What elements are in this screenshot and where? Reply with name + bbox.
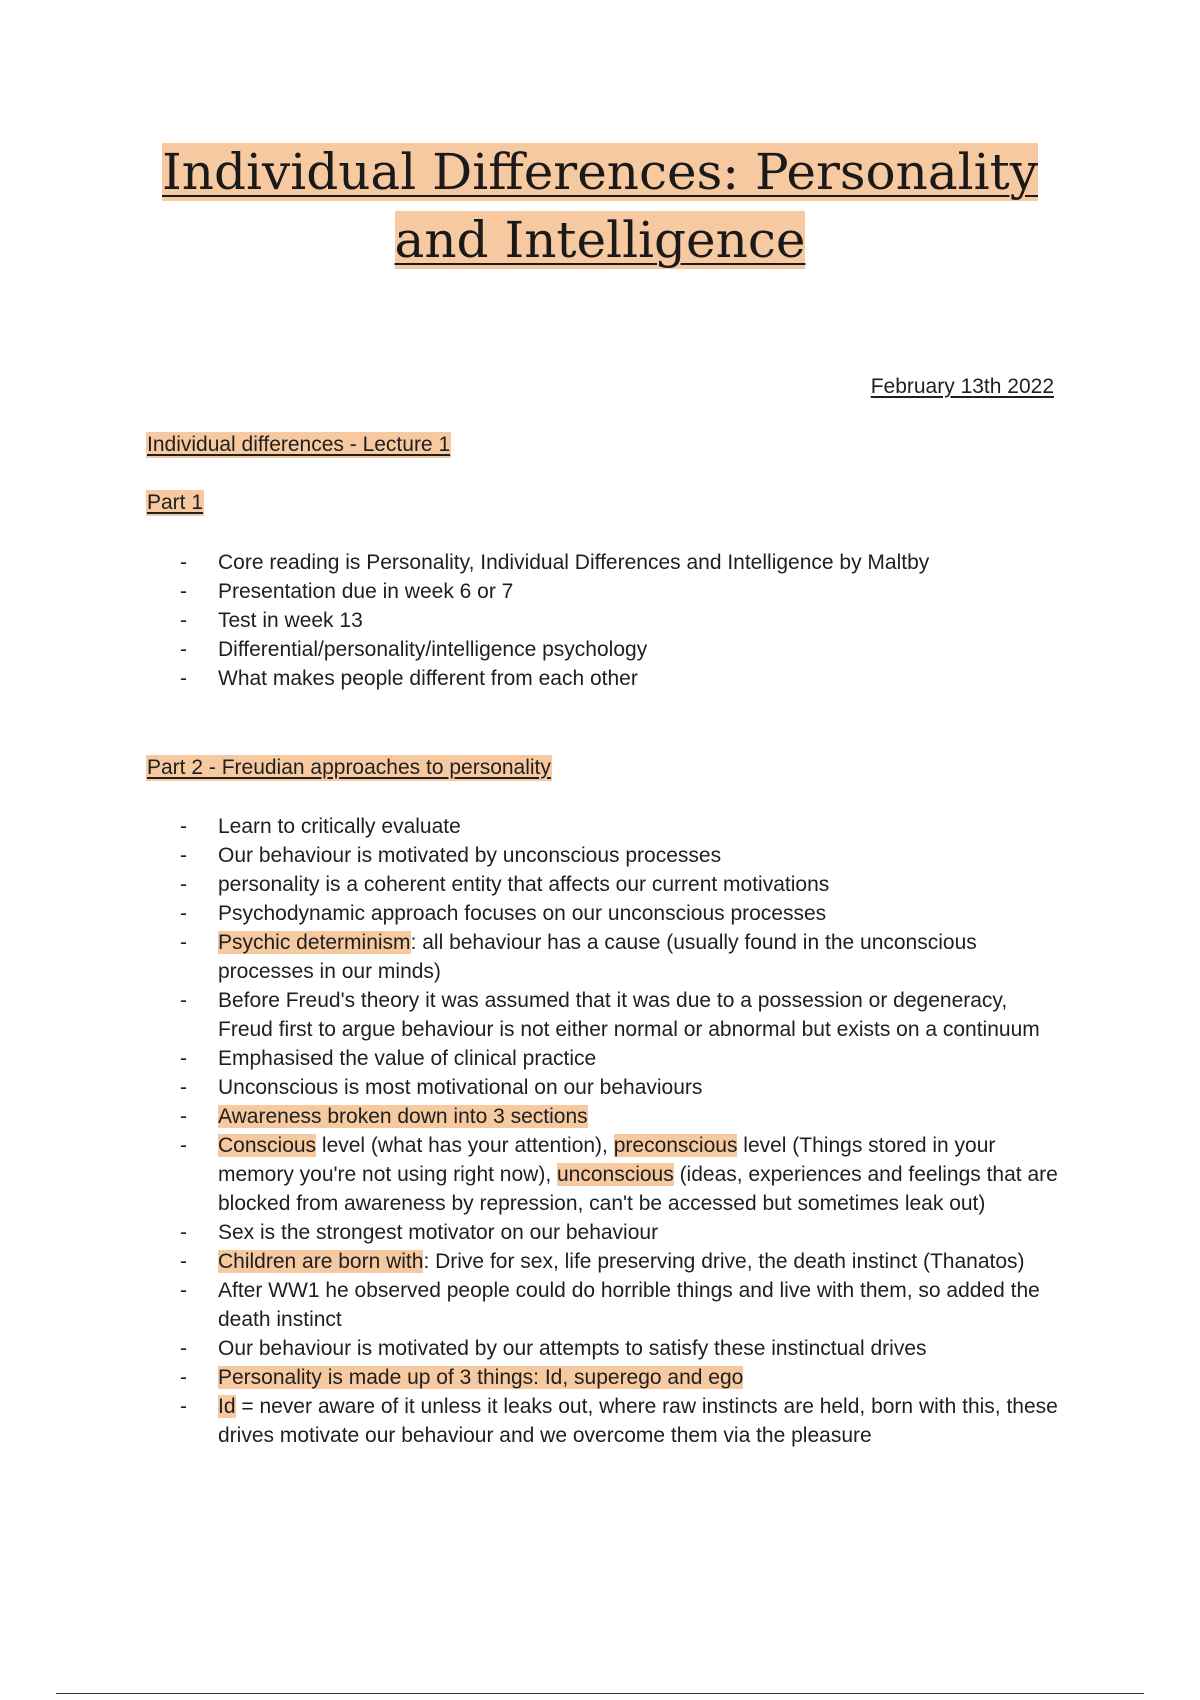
- part2-heading: Part 2 - Freudian approaches to personality: [147, 756, 551, 779]
- list-item: - personality is a coherent entity that affects our current motivations: [180, 873, 830, 896]
- list-item: - Conscious level (what has your attention), preconscious level (Things stored in your memory you're not using right now), unconscious (ideas, experiences and feelings that are blocked from awareness by repression, can't be accessed but sometimes leak out): [180, 1134, 1058, 1215]
- list-item: - What makes people different from each other: [180, 667, 638, 690]
- highlight: Awareness broken down into 3 sections: [218, 1105, 588, 1128]
- highlight: unconscious: [556, 1163, 674, 1186]
- highlight: Conscious: [218, 1134, 317, 1157]
- part1-list: [146, 548, 1066, 693]
- title-line-1: Individual Differences: Personality: [162, 143, 1038, 201]
- list-item: - Learn to critically evaluate: [180, 815, 461, 838]
- title-line-2: and Intelligence: [394, 211, 806, 269]
- list-item: - Test in week 13: [180, 609, 363, 632]
- list-item: - Our behaviour is motivated by our attempts to satisfy these instinctual drives: [180, 1337, 927, 1360]
- page-divider: [56, 1693, 1144, 1694]
- list-item: - Psychodynamic approach focuses on our unconscious processes: [180, 902, 827, 925]
- list-item: - Awareness broken down into 3 sections: [180, 1105, 588, 1128]
- list-item: - Personality is made up of 3 things: Id, superego and ego: [180, 1366, 744, 1389]
- list-item: - Unconscious is most motivational on our behaviours: [180, 1076, 703, 1099]
- highlight: Children are born with: [218, 1250, 424, 1273]
- list-item: - After WW1 he observed people could do horrible things and live with them, so added the death instinct: [180, 1279, 1040, 1331]
- list-item: - Differential/personality/intelligence psychology: [180, 638, 648, 661]
- highlight: preconscious: [613, 1134, 738, 1157]
- list-item: - Before Freud's theory it was assumed that it was due to a possession or degeneracy, Freud first to argue behaviour is not either normal or abnormal but exists on a continuum: [180, 989, 1040, 1041]
- highlight: Psychic determinism: [218, 931, 411, 954]
- list-item: - Core reading is Personality, Individual Differences and Intelligence by Maltby: [180, 551, 930, 574]
- highlight: Id: [218, 1395, 236, 1418]
- highlight: Personality is made up of 3 things: Id, superego and ego: [218, 1366, 744, 1389]
- list-item: - Id = never aware of it unless it leaks out, where raw instincts are held, born with this, these drives motivate our behaviour and we overcome them via the pleasure: [180, 1395, 1058, 1447]
- document-date: February 13th 2022: [870, 375, 1054, 398]
- list-item: - Emphasised the value of clinical practice: [180, 1047, 597, 1070]
- part2-list: [146, 812, 1066, 1450]
- list-item: - Presentation due in week 6 or 7: [180, 580, 514, 603]
- lecture-heading: Individual differences - Lecture 1: [147, 433, 451, 456]
- list-item: - Children are born with: Drive for sex, life preserving drive, the death instinct (Thanatos): [180, 1250, 1025, 1273]
- list-item: - Our behaviour is motivated by unconscious processes: [180, 844, 722, 867]
- list-item: - Psychic determinism: all behaviour has a cause (usually found in the unconscious processes in our minds): [180, 931, 977, 983]
- list-item: - Sex is the strongest motivator on our behaviour: [180, 1221, 659, 1244]
- document-title: [0, 138, 1200, 274]
- part1-heading: Part 1: [147, 491, 204, 514]
